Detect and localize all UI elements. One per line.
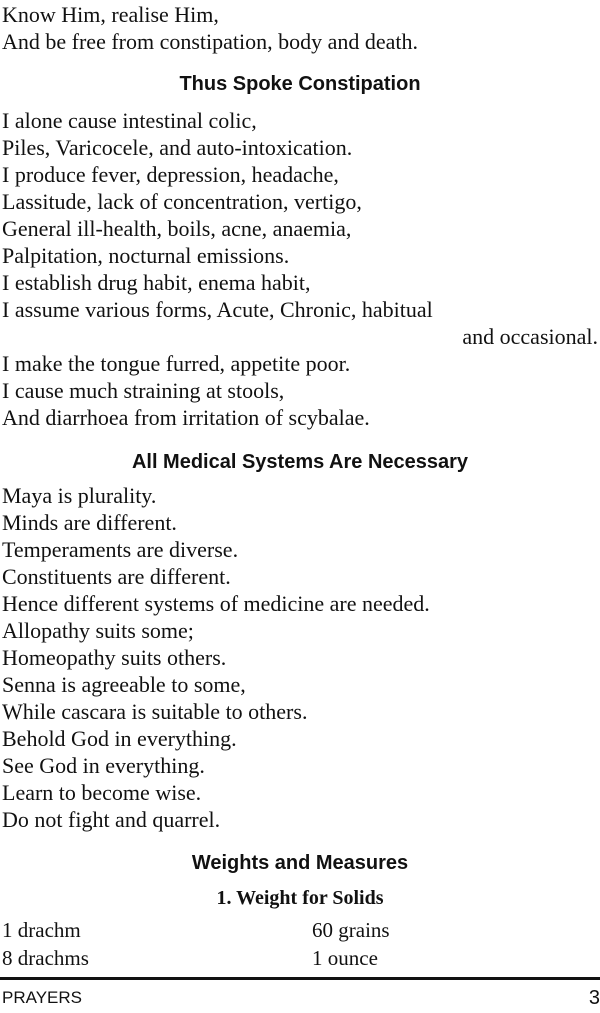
footer-rule — [0, 977, 600, 980]
page-number: 3 — [588, 986, 600, 1009]
verse-line: Learn to become wise. — [2, 780, 202, 805]
verse-line: Palpitation, nocturnal emissions. — [2, 243, 290, 268]
verse-line: And diarrhoea from irritation of scybalae. — [2, 405, 370, 430]
table-cell-unit: 1 drachm — [2, 918, 81, 942]
verse-line: Hence different systems of medicine are needed. — [2, 591, 430, 616]
section-constipation — [0, 72, 600, 96]
running-footer-title: PRAYERS — [2, 988, 82, 1007]
verse-line: See God in everything. — [2, 753, 205, 778]
verse-line: Do not fight and quarrel. — [2, 807, 221, 832]
verse-line: General ill-health, boils, acne, anaemia, — [2, 216, 352, 241]
section-heading: All Medical Systems Are Necessary — [131, 451, 469, 473]
verse-line: Maya is plurality. — [2, 483, 157, 508]
verse-line-continued: and occasional. — [462, 324, 598, 349]
verse-line: Homeopathy suits others. — [2, 645, 227, 670]
verse-line: I alone cause intestinal colic, — [2, 108, 257, 133]
verse-line: I cause much straining at stools, — [2, 378, 285, 403]
table-row — [0, 916, 600, 944]
verse-line: Minds are different. — [2, 510, 177, 535]
page-footer — [2, 985, 600, 1011]
table-row — [0, 944, 600, 972]
table-cell-unit: 8 drachms — [2, 946, 89, 970]
verse-line: Piles, Varicocele, and auto-intoxication. — [2, 135, 353, 160]
table-cell-equivalent: 1 ounce — [312, 946, 378, 970]
section-systems — [0, 450, 600, 474]
verse-line: Temperaments are diverse. — [2, 537, 239, 562]
section-measures — [0, 851, 600, 875]
verse-line: I establish drug habit, enema habit, — [2, 270, 311, 295]
verse-line: Constituents are different. — [2, 564, 231, 589]
intro-block — [0, 1, 600, 55]
verse-line: I produce fever, depression, headache, — [2, 162, 339, 187]
section-heading: Thus Spoke Constipation — [179, 73, 421, 95]
verse-line: I make the tongue furred, appetite poor. — [2, 351, 351, 376]
verse-line: Allopathy suits some; — [2, 618, 194, 643]
measures-subheading — [0, 886, 600, 910]
verse-line: Know Him, realise Him, — [2, 2, 219, 27]
verse-line: While cascara is suitable to others. — [2, 699, 308, 724]
section-heading: Weights and Measures — [191, 852, 409, 874]
verse-line: Senna is agreeable to some, — [2, 672, 246, 697]
table-subheading: 1. Weight for Solids — [216, 887, 384, 909]
table-cell-equivalent: 60 grains — [312, 918, 390, 942]
verse-line: I assume various forms, Acute, Chronic, habitual — [2, 297, 433, 322]
verse-line: And be free from constipation, body and death. — [2, 29, 419, 54]
constipation-lines — [0, 107, 600, 431]
verse-line: Lassitude, lack of concentration, vertigo, — [2, 189, 362, 214]
measures-table — [0, 916, 600, 972]
systems-lines — [0, 482, 600, 833]
verse-line: Behold God in everything. — [2, 726, 237, 751]
